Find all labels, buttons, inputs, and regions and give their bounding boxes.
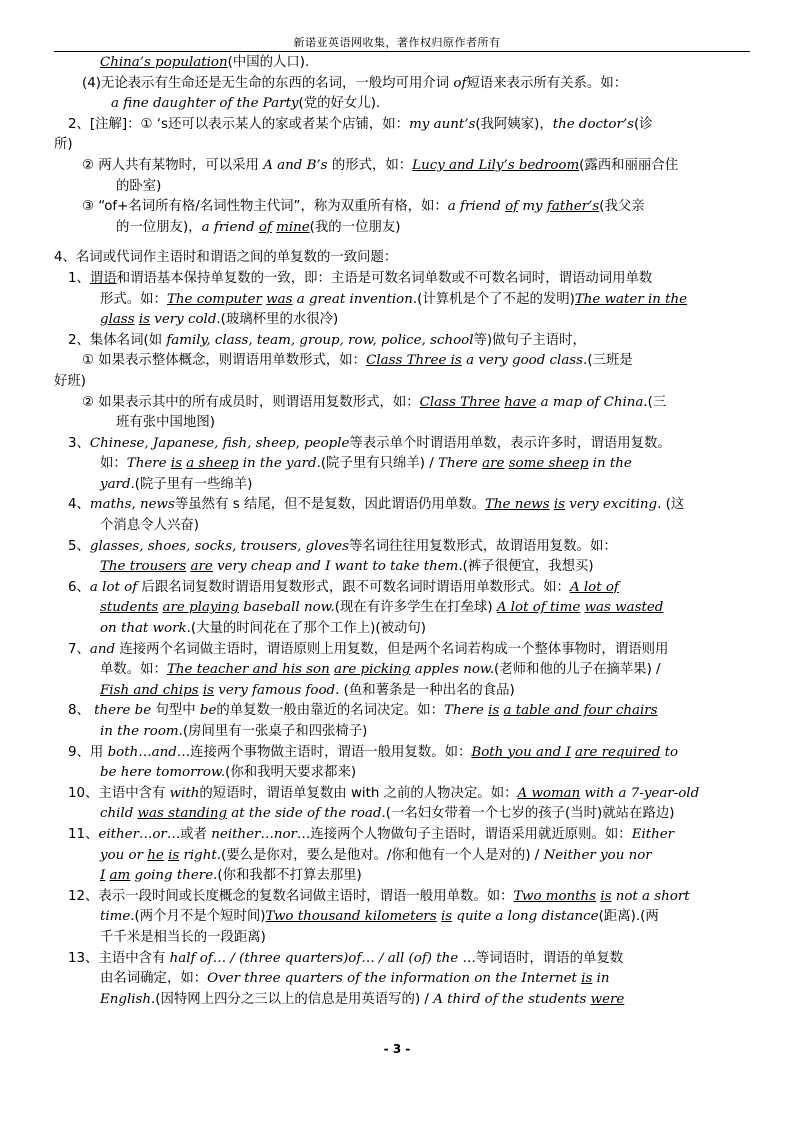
- underlined-text: a sheep: [186, 456, 239, 472]
- text-line: [54, 331, 766, 352]
- text-line: [54, 156, 766, 177]
- underlined-text: Both you and I: [471, 744, 571, 760]
- text-segment: 连接两个名词做主语时，谓语原则上用复数，但是两个名词若构成一个整体事物时，谓语则用: [115, 641, 669, 657]
- text-segment: in the: [588, 456, 632, 472]
- text-segment: 如：: [100, 456, 127, 472]
- underlined-text: The news: [484, 497, 550, 513]
- text-line: [54, 907, 766, 928]
- underlined-text: Lucy and Lily’s bedroom: [412, 157, 580, 173]
- text-segment: the doctor’s: [552, 116, 635, 132]
- text-segment: glasses, shoes, socks, trousers, gloves: [89, 538, 349, 554]
- text-segment: 10、主语中含有: [68, 785, 170, 801]
- text-line: [54, 537, 766, 558]
- text-segment: either…or…: [98, 826, 181, 842]
- underlined-text: of: [258, 219, 272, 235]
- text-segment: 的单复数一般由靠近的名词决定。如：: [216, 703, 445, 719]
- underlined-text: The trousers: [100, 559, 187, 575]
- text-line: [54, 372, 766, 393]
- text-segment: maths, news: [89, 497, 175, 513]
- text-segment: Either: [631, 826, 675, 842]
- text-segment: There: [126, 456, 171, 472]
- underlined-text: some sheep: [508, 456, 589, 472]
- text-segment: a friend: [447, 199, 506, 215]
- text-line: [54, 53, 766, 74]
- underlined-text: is: [202, 682, 215, 698]
- text-segment: (裤子很便宜，我想买): [462, 559, 594, 575]
- text-line: [54, 949, 766, 970]
- text-line: [54, 784, 766, 805]
- text-segment: (两个月不是个短时间): [134, 909, 266, 925]
- text-segment: family, class, team, group, row, police, school: [166, 332, 474, 348]
- underlined-text: Two months: [513, 888, 597, 904]
- text-segment: 的短语时，谓语单复数由 with 之前的人物决定。如：: [199, 785, 518, 801]
- underlined-text: was wasted: [584, 600, 664, 616]
- text-line: [54, 475, 766, 496]
- text-segment: ② 如果表示其中的所有成员时，则谓语用复数形式，如：: [82, 394, 420, 410]
- text-line: [54, 598, 766, 619]
- text-segment: my: [518, 199, 547, 215]
- text-segment: Chinese, Japanese, fish, sheep, people: [89, 435, 350, 451]
- text-segment: to: [660, 744, 679, 760]
- text-segment: 3、: [68, 435, 90, 451]
- underlined-text: are: [482, 456, 505, 472]
- text-line: [54, 135, 766, 156]
- text-segment: 形式。如：: [100, 291, 167, 307]
- text-segment: (要么是你对，要么是他对。/你和他有一个人是对的) /: [221, 847, 544, 863]
- text-line: [54, 218, 766, 239]
- header-rule: [54, 51, 750, 52]
- text-line: [54, 248, 766, 269]
- document-body: [54, 53, 766, 1010]
- text-segment: 13、主语中含有: [68, 950, 170, 966]
- text-segment: (一名妇女带着一个七岁的孩子(当时)就站在路边): [385, 806, 675, 822]
- underlined-text: am: [109, 868, 131, 884]
- text-segment: a very good class.: [461, 353, 588, 369]
- text-line: [54, 310, 766, 331]
- underlined-text: was: [266, 291, 293, 307]
- text-segment: very cheap and I want to take them.: [212, 559, 463, 575]
- underlined-text: The water in the: [574, 291, 688, 307]
- underlined-text: were: [590, 991, 625, 1007]
- text-segment: 连接两个人物做句子主语时，谓语采用就近原则。如：: [310, 826, 632, 842]
- text-line: [54, 177, 766, 198]
- text-line: [54, 722, 766, 743]
- text-segment: A and B’s: [263, 157, 328, 173]
- text-segment: not a short: [611, 888, 690, 904]
- underlined-text: A lot of time: [496, 600, 581, 616]
- underlined-text: is: [170, 456, 182, 472]
- text-segment: 1、: [68, 270, 90, 286]
- text-segment: 9、用: [68, 744, 108, 760]
- text-segment: 由名词确定，如：: [100, 971, 208, 987]
- text-line: [54, 74, 766, 95]
- text-segment: (三班是: [587, 353, 633, 369]
- text-segment: A third of the students: [433, 991, 591, 1007]
- text-segment: in the room.: [100, 724, 183, 739]
- underlined-text: is: [168, 847, 180, 863]
- text-segment: 等词语时，谓语的单复数: [475, 950, 624, 966]
- text-segment: 2、集体名词(如: [68, 332, 167, 348]
- text-segment: 的卧室): [116, 178, 162, 194]
- text-segment: ② 两人共有某物时，可以采用: [82, 157, 264, 173]
- underlined-text: 谓语: [89, 270, 117, 286]
- text-segment: child: [100, 806, 138, 822]
- text-line: [54, 990, 766, 1011]
- underlined-text: Class Three is: [366, 353, 462, 369]
- text-segment: baseball now.: [238, 600, 335, 616]
- text-segment: 好班): [54, 373, 87, 389]
- text-line: [54, 557, 766, 578]
- text-segment: a lot of: [89, 579, 138, 595]
- text-line: [54, 578, 766, 599]
- text-segment: very exciting.: [565, 497, 662, 513]
- text-segment: half of… / (three quarters)of… / all (of) the …: [169, 950, 476, 966]
- text-segment: 或者: [180, 826, 212, 842]
- text-segment: 班有张中国地图): [116, 415, 215, 431]
- text-segment: 后跟名词复数时谓语用复数形式，跟不可数名词时谓语用单数形式。如：: [137, 579, 570, 595]
- text-line: [54, 660, 766, 681]
- text-line: [54, 495, 766, 516]
- text-segment: 等虽然有 s 结尾，但不是复数，因此谓语仍用单数。: [174, 497, 485, 513]
- text-segment: neither…nor…: [211, 826, 311, 842]
- text-line: [54, 701, 766, 722]
- text-line: [54, 825, 766, 846]
- text-segment: apples now.: [410, 662, 495, 678]
- text-segment: 等表示单个时谓语用单数，表示许多时，谓语用复数。: [349, 435, 671, 451]
- text-segment: (老师和他的儿子在摘苹果) /: [494, 662, 661, 678]
- underlined-text: A lot of: [569, 579, 619, 595]
- text-segment: (现在有许多学生在打垒球): [334, 600, 497, 616]
- text-segment: (你和我明天要求都来): [225, 765, 357, 781]
- text-line: [54, 351, 766, 372]
- underlined-text: are playing: [162, 600, 239, 616]
- text-segment: ③ “of+名词所有格/名词性物主代词”，称为双重所有格，如：: [82, 199, 448, 215]
- text-segment: a fine daughter of the Party: [111, 96, 299, 112]
- underlined-text: Class Three: [419, 394, 500, 410]
- underlined-text: glass: [100, 312, 135, 328]
- underlined-text: is: [488, 703, 500, 719]
- text-segment: (大量的时间花在了那个工作上)(被动句): [190, 621, 427, 637]
- text-segment: 的形式，如：: [327, 157, 413, 173]
- text-segment: 个消息令人兴奋): [100, 518, 199, 534]
- text-segment: 2、[注解]：① ‘s还可以表示某人的家或者某个店铺，如：: [68, 116, 410, 132]
- text-segment: (我的一位朋友): [309, 219, 401, 235]
- text-segment: 连接两个事物做主语时，谓语一般用复数。如：: [190, 744, 472, 760]
- text-segment: 12、表示一段时间或长度概念的复数名词做主语时，谓语一般用单数。如：: [68, 888, 514, 904]
- text-segment: of: [453, 75, 467, 91]
- text-segment: on that work.: [100, 621, 191, 637]
- text-line: [54, 619, 766, 640]
- text-line: [54, 969, 766, 990]
- text-segment: my aunt’s: [409, 116, 476, 132]
- underlined-text: he: [147, 847, 164, 863]
- underlined-text: students: [100, 600, 159, 616]
- text-segment: with: [169, 785, 200, 801]
- underlined-text: father’s: [546, 199, 600, 215]
- text-segment: 7、: [68, 641, 90, 657]
- text-segment: Neither you nor: [543, 847, 652, 863]
- underlined-text: are picking: [333, 662, 411, 678]
- text-segment: very famous food.: [214, 682, 340, 698]
- text-segment: and: [89, 641, 116, 657]
- text-segment: (我阿姨家)，: [475, 116, 553, 132]
- text-line: [54, 804, 766, 825]
- text-segment: both…and…: [107, 744, 191, 760]
- text-segment: you or: [100, 847, 148, 863]
- underlined-text: China’s population: [100, 55, 228, 70]
- text-line: [54, 94, 766, 115]
- page-header: 新诺亚英语网收集，著作权归原作者所有: [293, 36, 501, 49]
- text-segment: 和谓语基本保持单复数的一致，即：主语是可数名词单数或不可数名词时，谓语动词用单数: [116, 270, 653, 286]
- text-segment: with a 7-year-old: [580, 785, 700, 801]
- text-segment: yard.: [100, 476, 135, 492]
- text-segment: 6、: [68, 579, 90, 595]
- text-segment: (4)无论表示有生命还是无生命的东西的名词，一般均可用介词: [82, 75, 454, 91]
- text-segment: be here tomorrow.: [100, 765, 226, 781]
- text-segment: 8、: [68, 703, 95, 719]
- text-segment: (中国的人口).: [227, 55, 310, 70]
- underlined-text: is: [553, 497, 566, 513]
- text-line: [54, 413, 766, 434]
- text-line: [54, 846, 766, 867]
- text-segment: right.: [179, 847, 221, 863]
- text-segment: (这: [661, 497, 685, 513]
- text-segment: There: [444, 703, 489, 719]
- text-segment: a great invention.: [292, 291, 418, 307]
- text-segment: (诊: [634, 116, 653, 132]
- text-segment: (房间里有一张桌子和四张椅子): [182, 724, 368, 739]
- text-segment: 4、名词或代词作主语时和谓语之间的单复数的一致问题：: [54, 250, 398, 266]
- text-segment: in: [592, 971, 610, 987]
- text-segment: in the yard.: [238, 456, 321, 472]
- underlined-text: is: [440, 909, 453, 925]
- text-segment: There: [438, 456, 483, 472]
- text-segment: (因特网上四分之三以上的信息是用英语写的) /: [155, 991, 434, 1007]
- text-line: [54, 454, 766, 475]
- text-segment: 千千米是相当长的一段距离): [100, 929, 266, 945]
- text-segment: 所): [54, 137, 73, 153]
- underlined-text: are: [190, 559, 213, 575]
- text-segment: be: [199, 703, 217, 719]
- text-segment: going there.: [130, 868, 218, 884]
- text-segment: (三: [647, 394, 667, 410]
- text-segment: (院子里有一些绵羊): [134, 476, 253, 492]
- text-segment: 句型中: [151, 703, 200, 719]
- underlined-text: was standing: [137, 806, 228, 822]
- text-segment: a friend: [201, 219, 259, 235]
- underlined-text: is: [581, 971, 593, 987]
- underlined-text: The teacher and his son: [166, 662, 330, 678]
- underlined-text: Two thousand kilometers: [265, 909, 437, 925]
- text-segment: 单数。如：: [100, 662, 167, 678]
- underlined-text: have: [504, 394, 537, 410]
- text-segment: (党的好女儿).: [298, 96, 381, 112]
- underlined-text: mine: [276, 219, 310, 235]
- text-segment: (鱼和薯条是一种出名的食品): [339, 682, 515, 698]
- text-line: [54, 516, 766, 537]
- text-segment: very cold.: [150, 312, 221, 328]
- text-segment: quite a long distance: [452, 909, 599, 925]
- text-segment: (玻璃杯里的水很冷): [220, 312, 339, 328]
- text-segment: 短语来表示所有关系。如：: [466, 75, 628, 91]
- text-segment: 的一位朋友)，: [116, 219, 202, 235]
- underlined-text: are required: [575, 744, 661, 760]
- text-segment: (院子里有只绵羊) /: [320, 456, 439, 472]
- text-line: [54, 269, 766, 290]
- text-line: [54, 743, 766, 764]
- text-segment: there be: [94, 703, 152, 719]
- text-segment: (露西和丽丽合住: [579, 157, 679, 173]
- text-line: [54, 887, 766, 908]
- paragraph-spacer: [54, 238, 766, 248]
- underlined-text: is: [600, 888, 612, 904]
- text-segment: 等名词往往用复数形式，故谓语用复数。如：: [348, 538, 617, 554]
- text-segment: 11、: [68, 826, 99, 842]
- text-segment: 4、: [68, 497, 90, 513]
- text-segment: (你和我都不打算去那里): [217, 868, 362, 884]
- text-segment: 等)做句子主语时，: [473, 332, 586, 348]
- text-segment: English.: [100, 991, 156, 1007]
- text-line: [54, 115, 766, 136]
- text-segment: ① 如果表示整体概念，则谓语用单数形式，如：: [82, 353, 367, 369]
- page-number: - 3 -: [383, 1042, 411, 1056]
- text-segment: 5、: [68, 538, 90, 554]
- text-segment: time.: [100, 909, 135, 925]
- underlined-text: of: [505, 199, 519, 215]
- text-segment: (我父亲: [599, 199, 645, 215]
- text-line: [54, 681, 766, 702]
- text-line: [54, 434, 766, 455]
- underlined-text: Fish and chips: [100, 682, 199, 698]
- text-line: [54, 763, 766, 784]
- text-line: [54, 393, 766, 414]
- underlined-text: is: [138, 312, 151, 328]
- text-segment: (距离).(两: [598, 909, 659, 925]
- text-line: [54, 290, 766, 311]
- text-line: [54, 640, 766, 661]
- text-segment: a map of China.: [536, 394, 648, 410]
- text-line: [54, 197, 766, 218]
- text-segment: at the side of the road.: [227, 806, 386, 822]
- text-line: [54, 866, 766, 887]
- text-line: [54, 928, 766, 949]
- underlined-text: I: [100, 868, 106, 884]
- underlined-text: a table and four chairs: [503, 703, 658, 719]
- text-segment: (计算机是个了不起的发明): [417, 291, 575, 307]
- text-segment: Over three quarters of the information on the Internet: [207, 971, 582, 987]
- underlined-text: A woman: [517, 785, 581, 801]
- underlined-text: The computer: [166, 291, 262, 307]
